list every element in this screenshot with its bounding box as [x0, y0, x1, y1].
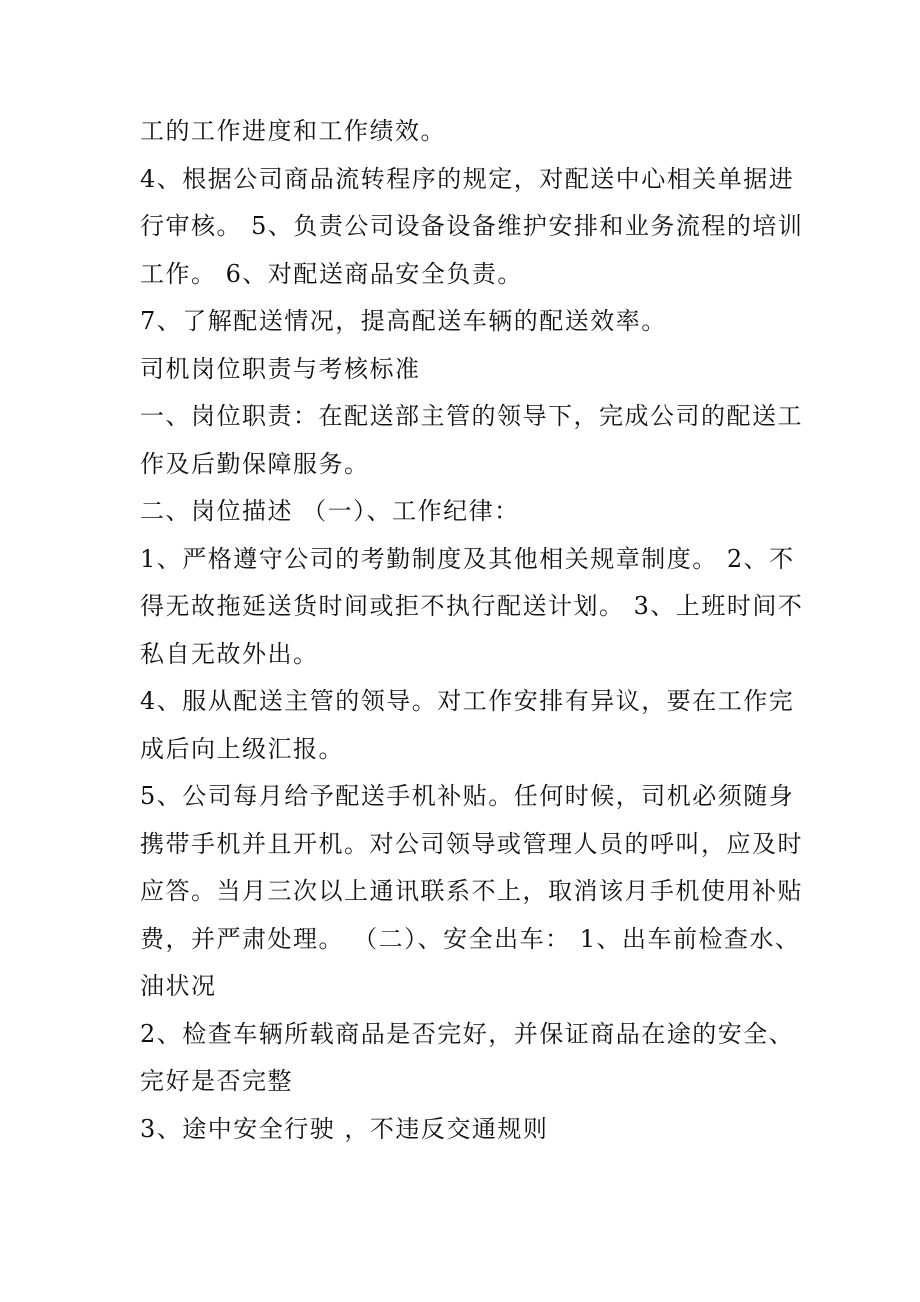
text-line: 工的工作进度和工作绩效。 [140, 117, 446, 145]
document-body [140, 108, 820, 1153]
text-line: 携带手机并且开机。对公司领导或管理人员的呼叫，应及时 [140, 829, 803, 858]
text-line: 完好是否完整 [140, 1067, 293, 1095]
text-line: 作及后勤保障服务。 [140, 449, 370, 478]
text-line: 2、检查车辆所载商品是否完好，并保证商品在途的安全、 [140, 1019, 795, 1048]
text-line: 油状况 [140, 972, 217, 1000]
text-line: 私自无故外出。 [140, 639, 319, 668]
text-line: 4、服从配送主管的领导。对工作安排有异议，要在工作完 [140, 687, 795, 715]
text-line: 应答。当月三次以上通讯联系不上，取消该月手机使用补贴 [140, 877, 803, 905]
section-heading: 司机岗位职责与考核标准 [140, 354, 421, 383]
text-line: 成后向上级汇报。 [140, 734, 344, 763]
text-line: 3、途中安全行驶 ，不违反交通规则 [140, 1114, 549, 1143]
text-line: 4、根据公司商品流转程序的规定，对配送中心相关单据进 [140, 164, 795, 193]
text-line: 得无故拖延送货时间或拒不执行配送计划。 3、上班时间不 [140, 592, 804, 620]
text-line: 7、了解配送情况，提高配送车辆的配送效率。 [140, 307, 667, 335]
text-line: 5、公司每月给予配送手机补贴。任何时候，司机必须随身 [140, 782, 795, 810]
text-line: 费，并严肃处理。 （二）、安全出车： 1、出车前检查水、 [140, 924, 801, 953]
text-line: 工作。 6、对配送商品安全负责。 [140, 259, 523, 288]
text-line: 二、岗位描述 （一）、工作纪律： [140, 497, 520, 525]
text-line: 一、岗位职责：在配送部主管的领导下，完成公司的配送工 [140, 402, 803, 430]
text-line: 1、严格遵守公司的考勤制度及其他相关规章制度。 2、不 [140, 544, 795, 573]
text-line: 行审核。 5、负责公司设备设备维护安排和业务流程的培训 [140, 212, 804, 240]
